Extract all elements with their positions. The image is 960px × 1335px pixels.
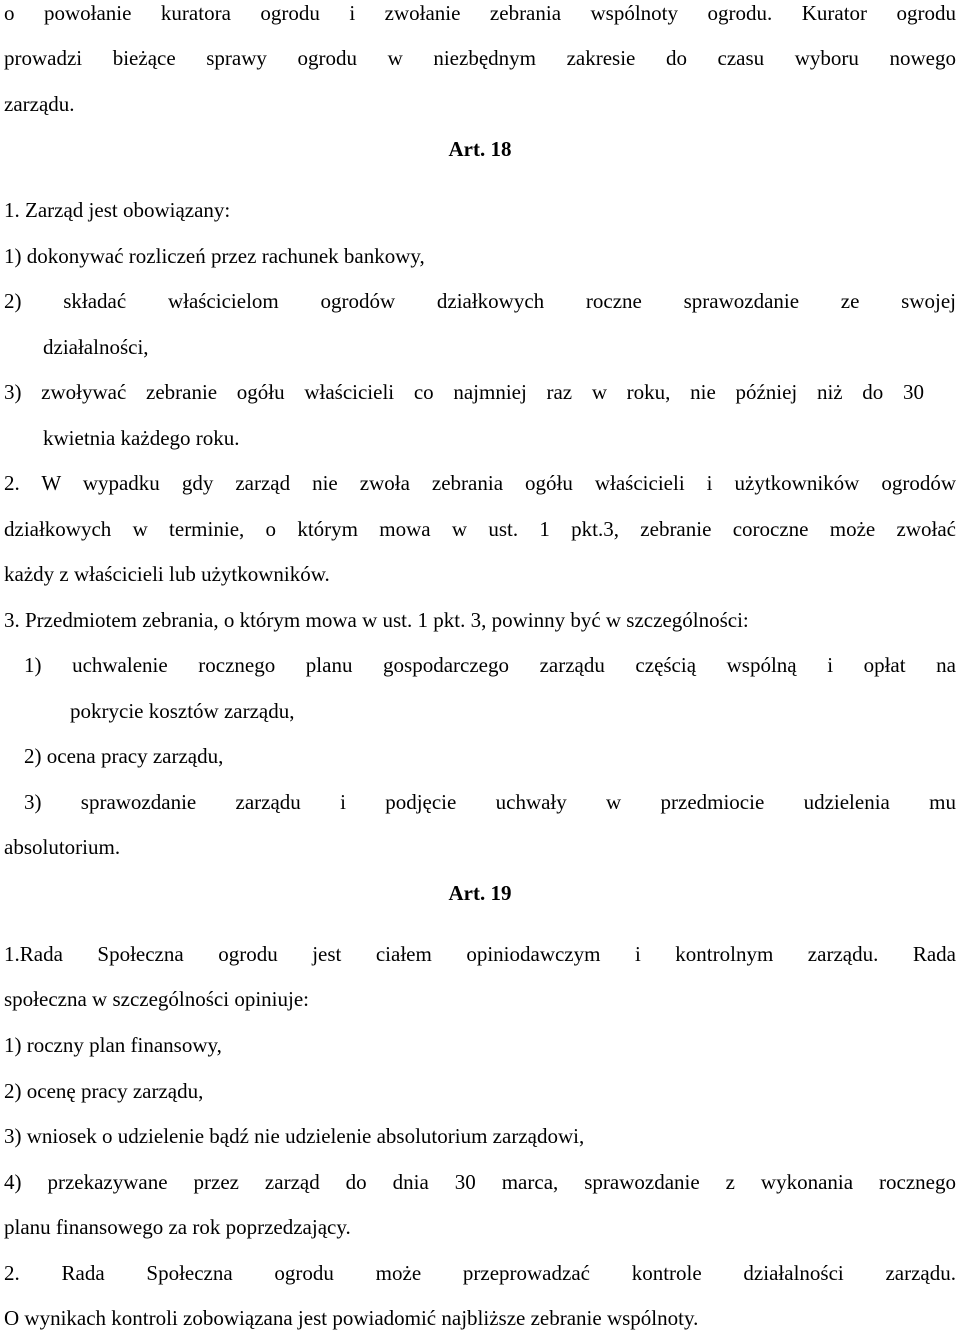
text-line: 3. Przedmiotem zebrania, o którym mowa w ust. 1 pkt. 3, powinny być w szczególności: [4,608,749,632]
list-item: 3) sprawozdanie zarządu i podjęcie uchwały w przedmiocie udzielenia mu [24,790,956,814]
text-line: działkowych w terminie, o którym mowa w ust. 1 pkt.3, zebranie coroczne może zwołać [4,517,956,541]
list-item-continuation: działalności, [43,335,149,359]
article-heading: Art. 19 [448,881,512,905]
list-item-continuation: pokrycie kosztów zarządu, [70,699,295,723]
list-item: 1) roczny plan finansowy, [4,1033,222,1057]
text-line: zarządu. [4,92,75,116]
list-item: 1) dokonywać rozliczeń przez rachunek bankowy, [4,244,425,268]
list-item-continuation: kwietnia każdego roku. [43,426,240,450]
list-item: 3) zwoływać zebranie ogółu właścicieli co najmniej raz w roku, nie później niż do 30 [4,380,924,404]
text-line: 1.Rada Społeczna ogrodu jest ciałem opiniodawczym i kontrolnym zarządu. Rada [4,942,956,966]
text-line: 2. W wypadku gdy zarząd nie zwoła zebrania ogółu właścicieli i użytkowników ogrodów [4,471,956,495]
text-line: o powołanie kuratora ogrodu i zwołanie zebrania wspólnoty ogrodu. Kurator ogrodu [4,1,956,25]
text-line: 2. Rada Społeczna ogrodu może przeprowadzać kontrole działalności zarządu. [4,1261,956,1285]
text-line: prowadzi bieżące sprawy ogrodu w niezbędnym zakresie do czasu wyboru nowego [4,46,956,70]
list-item: 2) ocena pracy zarządu, [24,744,224,768]
list-item: 2) składać właścicielom ogrodów działkowych roczne sprawozdanie ze swojej [4,289,956,313]
text-line: każdy z właścicieli lub użytkowników. [4,562,330,586]
text-line: absolutorium. [4,835,121,859]
text-line: 1. Zarząd jest obowiązany: [4,198,231,222]
text-line: społeczna w szczególności opiniuje: [4,987,309,1011]
list-item: 3) wniosek o udzielenie bądź nie udzielenie absolutorium zarządowi, [4,1124,585,1148]
list-item: 2) ocenę pracy zarządu, [4,1079,204,1103]
list-item: 1) uchwalenie rocznego planu gospodarczego zarządu częścią wspólną i opłat na [24,653,956,677]
article-heading: Art. 18 [448,137,512,161]
list-item-continuation: planu finansowego za rok poprzedzający. [4,1215,351,1239]
list-item: 4) przekazywane przez zarząd do dnia 30 marca, sprawozdanie z wykonania rocznego [4,1170,956,1194]
text-line: O wynikach kontroli zobowiązana jest powiadomić najbliższe zebranie wspólnoty. [4,1306,699,1330]
